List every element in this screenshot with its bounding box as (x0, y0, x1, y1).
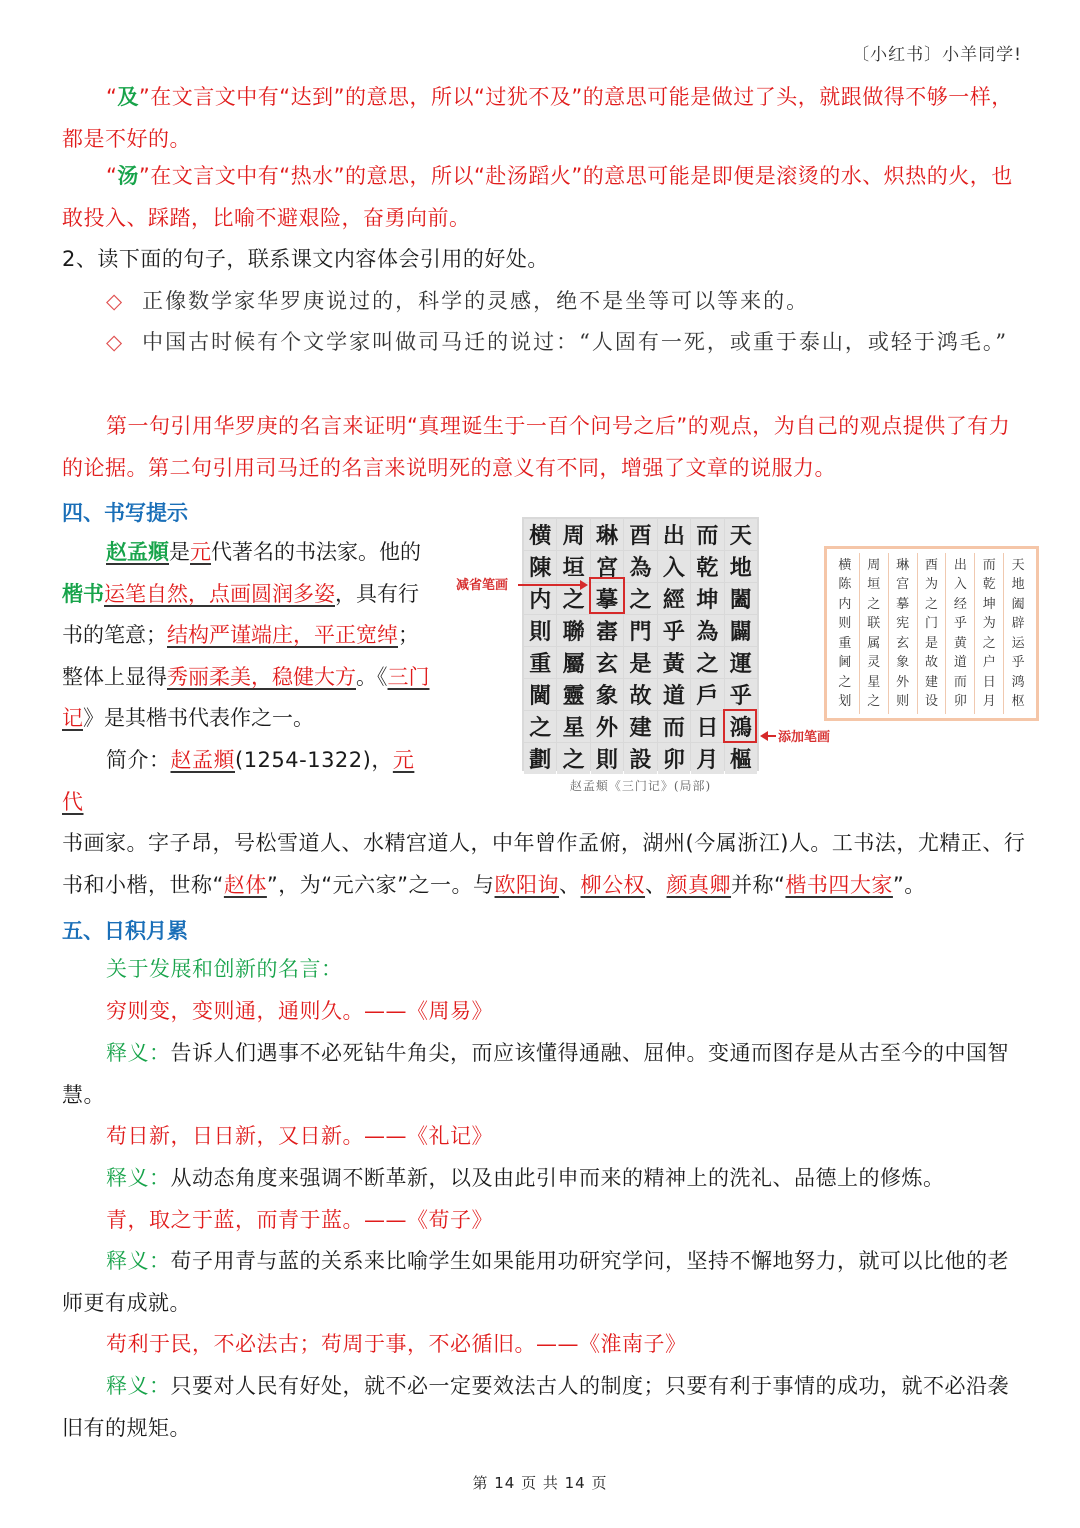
transcription-column (945, 553, 974, 714)
figure-caption: 赵孟頫《三门记》(局部) (569, 779, 712, 793)
quote-2: 苟日新，日日新，又日新。——《礼记》 (106, 1124, 493, 1148)
text: ；整体上显得 (62, 623, 419, 689)
transcription-column (859, 553, 888, 714)
calligraphy-character: 琳 (591, 519, 623, 550)
transcription-character: 黄 (953, 635, 967, 651)
gloss-label: 释义： (106, 1249, 171, 1273)
calligraphy-character: 横 (524, 519, 556, 550)
quote-1: 穷则变，变则通，通则久。——《周易》 (106, 999, 493, 1023)
transcription-character: 而 (953, 674, 967, 690)
meaning-text: 告诉人们遇事不必死钻牛角尖，而应该懂得通融、屈伸。变通而图存是从古至今的中国智慧。 (62, 1041, 1009, 1107)
calligraphy-character: 鴻 (725, 711, 757, 742)
calligraphy-character: 閫 (524, 679, 556, 710)
transcription-character: 垣 (867, 577, 881, 592)
text: 并称“ (731, 872, 786, 897)
calligraphy-character: 之 (557, 743, 589, 774)
transcription-character: 卯 (953, 694, 967, 709)
explanation-ji (62, 76, 1022, 160)
calligraphy-character: 周 (557, 519, 589, 550)
calligraphy-character: 建 (624, 711, 656, 742)
calligraphy-character: 戶 (691, 679, 723, 710)
name-liu-gongquan: 柳公权 (580, 872, 646, 897)
calligraphy-character: 之 (691, 647, 723, 678)
calligraphy-character: 日 (691, 711, 723, 742)
transcription-character: 周 (867, 557, 881, 573)
meaning-4 (62, 1365, 1022, 1449)
calligraphy-character: 陳 (524, 551, 556, 582)
meaning-3 (62, 1240, 1022, 1324)
transcription-character: 地 (1011, 577, 1025, 592)
transcription-character: 宫 (896, 577, 910, 592)
transcription-character: 联 (867, 616, 881, 631)
transcription-character: 乎 (953, 616, 967, 631)
calligraphy-character: 乎 (725, 679, 757, 710)
transcription-character: 乎 (1011, 655, 1025, 670)
transcription-character: 经 (953, 596, 967, 612)
separator: 、 (645, 872, 667, 897)
calligraphy-character: 坤 (691, 583, 723, 614)
transcription-character: 运 (1011, 635, 1025, 651)
keyword-tang: 汤 (117, 164, 139, 188)
calligraphy-character: 入 (658, 551, 690, 582)
calligraphy-character: 而 (691, 519, 723, 550)
transcription-character: 灵 (867, 655, 881, 670)
calligraphy-character: 象 (591, 679, 623, 710)
question-prompt: 2、读下面的句子，联系课文内容体会引用的好处。 (62, 247, 549, 271)
gloss-label: 释义： (106, 1374, 171, 1398)
text: 是 (169, 540, 190, 564)
calligraphy-character: 出 (658, 519, 690, 550)
separator: 、 (559, 872, 581, 897)
sentence-text: 正像数学家华罗庚说过的，科学的灵感，绝不是坐等可以等来的。 (142, 289, 810, 313)
quote-sentence-2 (62, 321, 1022, 363)
calligraphy-character: 酉 (624, 519, 656, 550)
calligraphy-character: 之 (524, 711, 556, 742)
explanation-text: 在文言文中有“达到”的意思，所以“过犹不及”的意思可能是做过了头，就跟做得不够一样，都是不好的。 (62, 85, 1013, 151)
quote-close: ” (138, 164, 151, 188)
section-title-writing-tips: 四、书写提示 (62, 501, 188, 525)
transcription-character: 是 (924, 635, 938, 651)
transcription-character: 门 (924, 616, 938, 631)
calligraphy-character: 故 (624, 679, 656, 710)
transcription-character: 道 (953, 655, 967, 670)
text: ”。 (892, 872, 926, 897)
transcription-column (917, 553, 946, 714)
text: ，具有行书的笔意； (62, 581, 419, 647)
omit-stroke-highlight-box (589, 577, 625, 614)
transcription-character: 则 (896, 694, 910, 709)
calligraphy-character: 道 (658, 679, 690, 710)
meaning-text: 从动态角度来强调不断革新，以及由此引申而来的精神上的洗礼、品德上的修炼。 (170, 1166, 945, 1190)
calligraphy-character: 靈 (557, 679, 589, 710)
transcription-column (831, 553, 859, 714)
bio-label: 简介： (106, 748, 171, 772)
diamond-bullet-icon: ◇ (106, 289, 125, 313)
section-title-daily-accumulation: 五、日积月累 (62, 919, 188, 943)
highlight-structure: 结构严谨端庄，平正宽绰 (167, 623, 398, 647)
transcription-character: 天 (1011, 557, 1025, 573)
diamond-bullet-icon: ◇ (106, 330, 125, 354)
transcription-character: 日 (982, 674, 996, 690)
calligraphy-character: 闔 (725, 583, 757, 614)
quote-sentence-1 (62, 280, 1022, 322)
transcription-character: 摹 (896, 596, 910, 612)
transcription-character: 象 (896, 655, 910, 670)
calligraphy-character: 聯 (557, 615, 589, 646)
term-zhao-style: 赵体 (223, 872, 267, 897)
calligraphy-character: 為 (691, 615, 723, 646)
question-answer: 第一句引用华罗庚的名言来证明“真理诞生于一百个问号之后”的观点，为自己的观点提供了有力的论据。第二句引用司马迁的名言来说明死的意义有不同，增强了文章的说服力。 (62, 414, 1011, 480)
transcription-column (974, 553, 1003, 714)
sentence-text: 中国古时候有个文学家叫做司马迁的说过：“人固有一死，或重于泰山，或轻于鸿毛。” (142, 330, 1009, 354)
meaning-1 (62, 1032, 1022, 1116)
calligraphy-character: 之 (624, 583, 656, 614)
transcription-character: 坤 (982, 596, 996, 612)
calligraphy-character: 寚 (591, 615, 623, 646)
transcription-character: 之 (838, 674, 852, 690)
meaning-text: 只要对人民有好处，就不必一定要效法古人的制度；只要有利于事情的成功，就不必沿袭旧有的规矩。 (62, 1374, 1009, 1440)
transcription-character: 故 (924, 655, 938, 670)
quotes-subtitle: 关于发展和创新的名言： (106, 957, 343, 981)
calligrapher-intro (62, 532, 432, 740)
calligraphy-character: 外 (591, 711, 623, 742)
add-stroke-highlight-box (723, 709, 757, 743)
transcription-character: 玄 (896, 635, 910, 651)
transcription-character: 重 (838, 635, 852, 651)
calligraphy-character: 設 (624, 743, 656, 774)
transcription-character: 为 (924, 577, 938, 592)
calligraphy-character: 玄 (591, 647, 623, 678)
name-yan-zhenqing: 颜真卿 (666, 872, 732, 897)
transcription-character: 户 (982, 655, 996, 670)
calligraphy-character: 劃 (524, 743, 556, 774)
arrow-right-icon (580, 580, 588, 590)
page-indicator: 第 14 页 共 14 页 (472, 1474, 608, 1492)
transcription-column (888, 553, 917, 714)
transcription-character: 陈 (838, 577, 852, 592)
label-add-strokes: 添加笔画 (778, 730, 831, 745)
calligraphy-character: 黃 (658, 647, 690, 678)
transcription-character: 乾 (982, 577, 996, 592)
transcription-character: 阖 (1011, 596, 1025, 612)
gloss-label: 释义： (106, 1166, 171, 1190)
transcription-character: 设 (924, 694, 938, 709)
transcription-character: 划 (838, 694, 852, 709)
quote-3: 青，取之于蓝，而青于蓝。——《荀子》 (106, 1208, 493, 1232)
arrow-left-icon (760, 731, 768, 741)
transcription-character: 建 (924, 674, 938, 690)
text: 代著名的书法家。他的 (211, 540, 421, 564)
transcription-character: 属 (867, 635, 881, 651)
calligraphy-character: 則 (591, 743, 623, 774)
transcription-character: 鸿 (1011, 674, 1025, 690)
source-tag: 〔小红书〕小羊同学! (852, 45, 1022, 65)
calligraphy-character: 内 (524, 583, 556, 614)
quote-open: “ (106, 85, 118, 109)
calligraphy-character: 經 (658, 583, 690, 614)
calligraphy-character: 卯 (658, 743, 690, 774)
calligraphy-character: 宮 (591, 551, 623, 582)
calligraphy-character: 而 (658, 711, 690, 742)
transcription-character: 枢 (1011, 694, 1025, 709)
transcription-character: 之 (924, 596, 938, 612)
calligraphy-character: 則 (524, 615, 556, 646)
quote-4: 苟利于民，不必法古；苟周于事，不必循旧。——《淮南子》 (106, 1332, 687, 1356)
transcription-character: 月 (982, 694, 996, 709)
arrow-line (768, 735, 776, 737)
calligraphy-character: 運 (725, 647, 757, 678)
transcription-character: 之 (867, 596, 881, 612)
calligraphy-character: 星 (557, 711, 589, 742)
work-title-sanmenji: 三门记 (62, 664, 430, 730)
calligraphy-character: 為 (624, 551, 656, 582)
name-ouyang-xun: 欧阳询 (494, 872, 560, 897)
bio-years: (1254-1322)， (235, 748, 393, 772)
meaning-text: 荀子用青与蓝的关系来比喻学生如果能用功研究学问，坚持不懈地努力，就可以比他的老师更有成就。 (62, 1249, 1009, 1315)
transcription-character: 外 (896, 674, 910, 690)
arrow-line (518, 584, 580, 586)
text: 书画家。字子昂，号松雪道人、水精宫道人，中年曾作孟俯，湖州(今属浙江)人。工书法，尤精正、行书和小楷，世称“ (62, 831, 1026, 897)
label-omit-strokes: 减省笔画 (456, 578, 509, 593)
name-zhao-mengfu: 赵孟頫 (106, 540, 169, 564)
keyword-kaishu: 楷书 (62, 581, 104, 606)
transcription-character: 之 (867, 694, 881, 709)
calligraphy-character: 門 (624, 615, 656, 646)
text: ”，为“元六家”之一。与 (266, 872, 495, 897)
calligraphy-character: 重 (524, 647, 556, 678)
transcription-character: 为 (982, 616, 996, 631)
explanation-text: 在文言文中有“热水”的意思，所以“赴汤蹈火”的意思可能是即便是滚烫的水、炽热的火，也敢投入、踩踏，比喻不避艰险，奋勇向前。 (62, 164, 1013, 230)
calligraphy-character: 樞 (725, 743, 757, 774)
calligraphy-character: 地 (725, 551, 757, 582)
calligrapher-bio-body (62, 781, 1027, 906)
dynasty-yuan: 元 (190, 540, 211, 564)
gloss-label: 释义： (106, 1041, 171, 1065)
highlight-overall: 秀丽柔美，稳健大方 (167, 664, 356, 689)
calligraphy-character: 摹 (591, 583, 623, 614)
keyword-ji: 及 (117, 85, 139, 109)
calligraphy-character: 天 (725, 519, 757, 550)
transcription-character: 横 (838, 557, 852, 573)
transcription-character: 琳 (896, 557, 910, 573)
transcription-character: 内 (838, 596, 852, 612)
transcription-character: 入 (953, 577, 967, 592)
quote-open: “ (106, 164, 118, 188)
meaning-2 (62, 1157, 1022, 1199)
transcription-character: 星 (867, 674, 881, 690)
transcription-character: 宪 (896, 616, 910, 631)
quote-close: ” (138, 85, 151, 109)
transcription-character: 辟 (1011, 616, 1025, 631)
transcription-character: 之 (982, 635, 996, 651)
calligraphy-character: 闢 (725, 615, 757, 646)
calligraphy-character: 乎 (658, 615, 690, 646)
text: 》是其楷书代表作之一。 (83, 706, 314, 730)
text: 。《 (356, 664, 388, 689)
calligraphy-character: 屬 (557, 647, 589, 678)
transcription-character: 而 (982, 557, 996, 573)
highlight-brushwork: 运笔自然，点画圆润多姿 (104, 581, 335, 606)
transcription-column (1003, 553, 1032, 714)
calligraphy-character: 是 (624, 647, 656, 678)
modern-transcription-table (824, 546, 1039, 721)
transcription-character: 出 (953, 557, 967, 573)
name-zhao-mengfu: 赵孟頫 (170, 748, 235, 772)
transcription-character: 酉 (924, 557, 938, 573)
transcription-character: 阃 (838, 655, 852, 670)
explanation-tang (62, 155, 1022, 239)
transcription-character: 则 (838, 616, 852, 631)
dynasty-yuan: 元代 (62, 748, 415, 814)
calligraphy-character: 之 (557, 583, 589, 614)
calligraphy-character: 月 (691, 743, 723, 774)
calligraphy-character: 乾 (691, 551, 723, 582)
calligraphy-character: 垣 (557, 551, 589, 582)
term-four-masters: 楷书四大家 (785, 872, 893, 897)
